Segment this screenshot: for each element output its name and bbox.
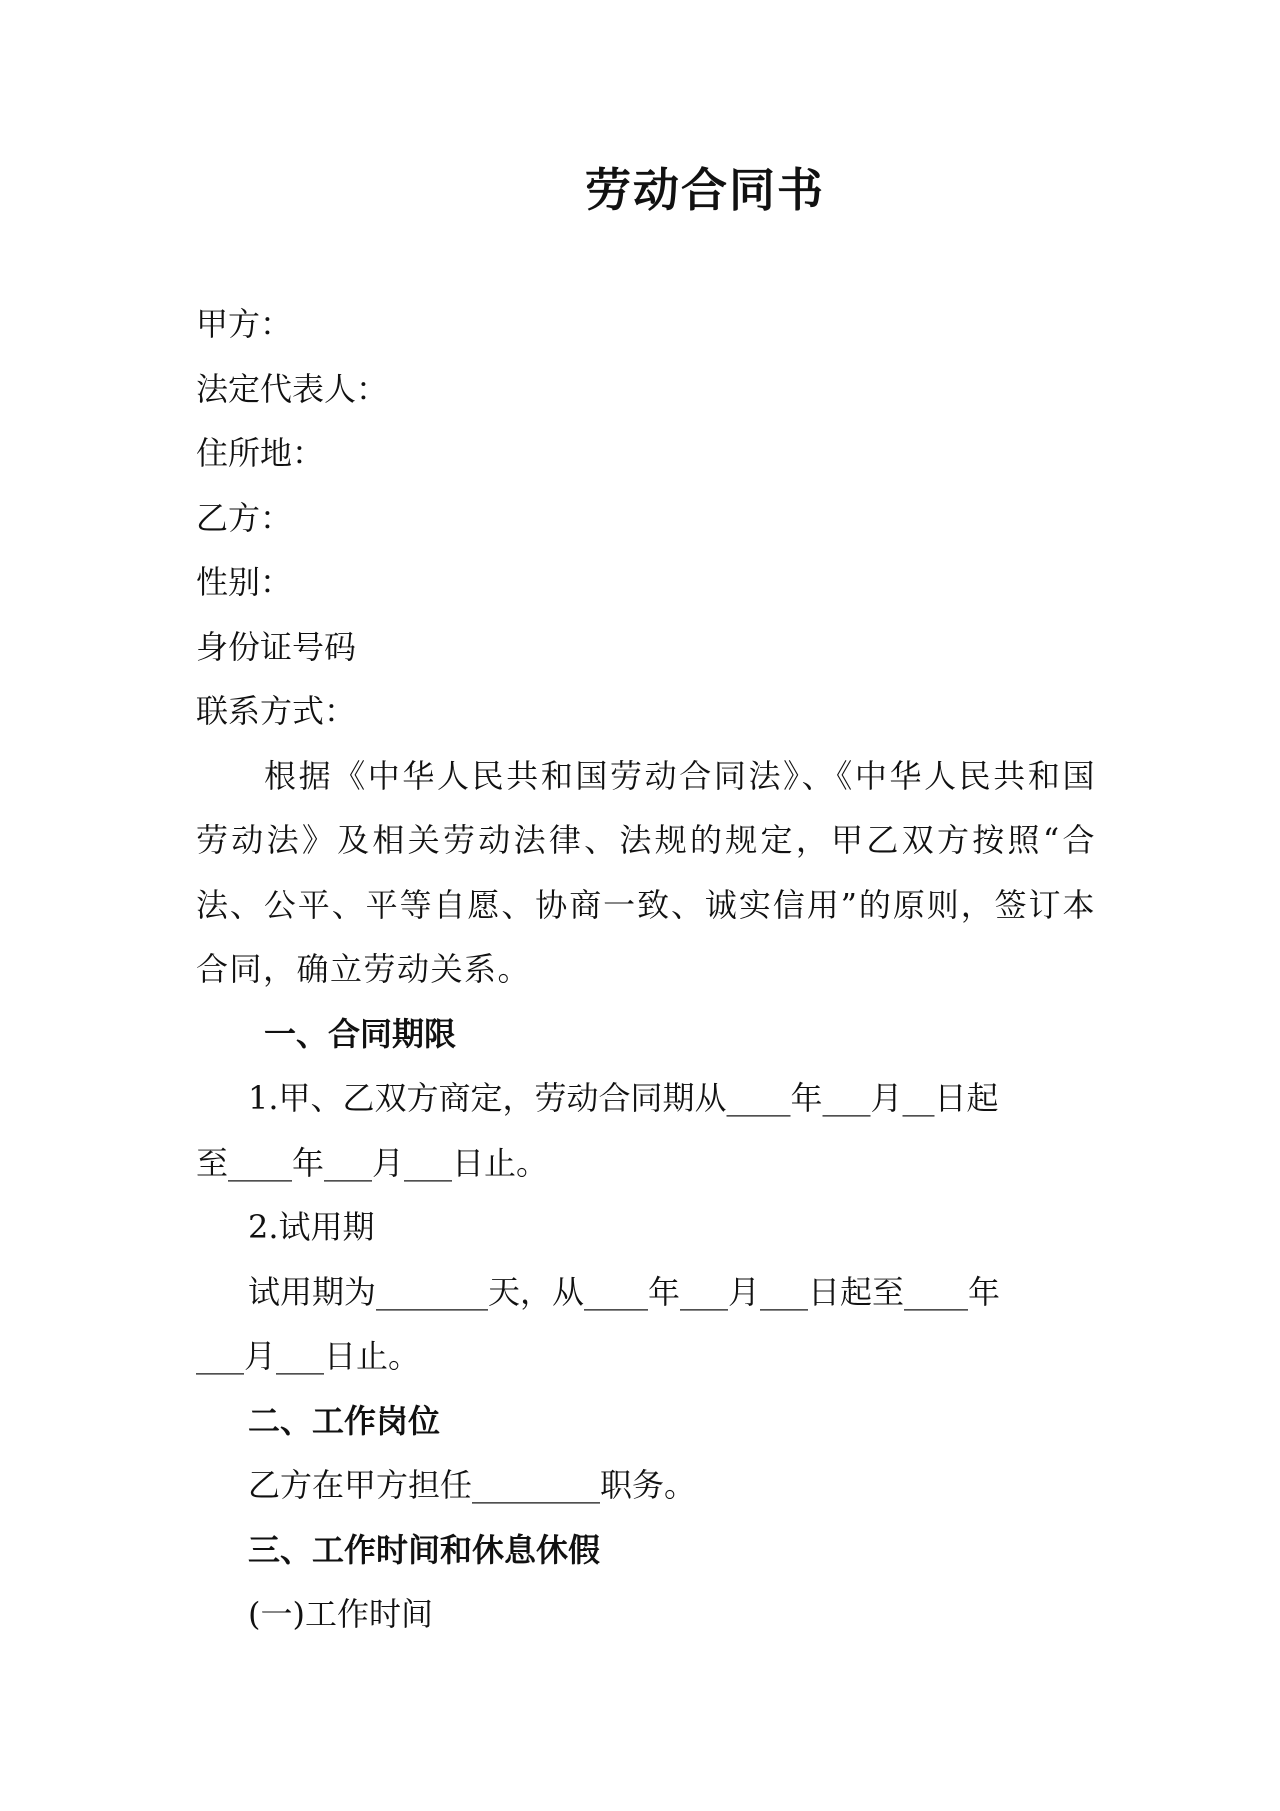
party-a-field: 甲方： [196,305,293,343]
document-title: 劳动合同书 [585,163,825,217]
contract-term-line-1: 1.甲、乙双方商定，劳动合同期从____年___月__日起 [248,1079,999,1117]
document-body [196,292,1096,1647]
contract-term-line-2: 至____年___月___日止。 [196,1143,549,1182]
legal-representative-field: 法定代表人： [196,369,389,408]
probation-line-2: ___月___日止。 [196,1337,421,1375]
id-number-field: 身份证号码 [196,627,357,666]
section-heading-job-position: 二、工作岗位 [248,1401,441,1440]
contact-field: 联系方式： [196,692,357,730]
work-hours-subheading: (一)工作时间 [248,1595,433,1633]
probation-line-1: 试用期为_______天，从____年___月___日起至____年 [248,1272,1001,1311]
preamble-paragraph: 根据《中华人民共和国劳动合同法》、《中华人民共和国劳动法》及相关劳动法律、法规的规定，甲乙双方按照“合法、公平、平等自愿、协商一致、诚实信用”的原则，签订本合同，确立劳动关系。 [196,756,1096,988]
party-b-field: 乙方： [196,498,293,537]
gender-field: 性别： [196,563,293,601]
job-position-text: 乙方在甲方担任________职务。 [248,1466,697,1504]
section-heading-contract-term: 一、合同期限 [264,1014,457,1053]
domicile-field: 住所地： [196,434,325,472]
section-heading-work-hours: 三、工作时间和休息休假 [248,1530,601,1569]
probation-heading: 2.试用期 [248,1208,375,1246]
